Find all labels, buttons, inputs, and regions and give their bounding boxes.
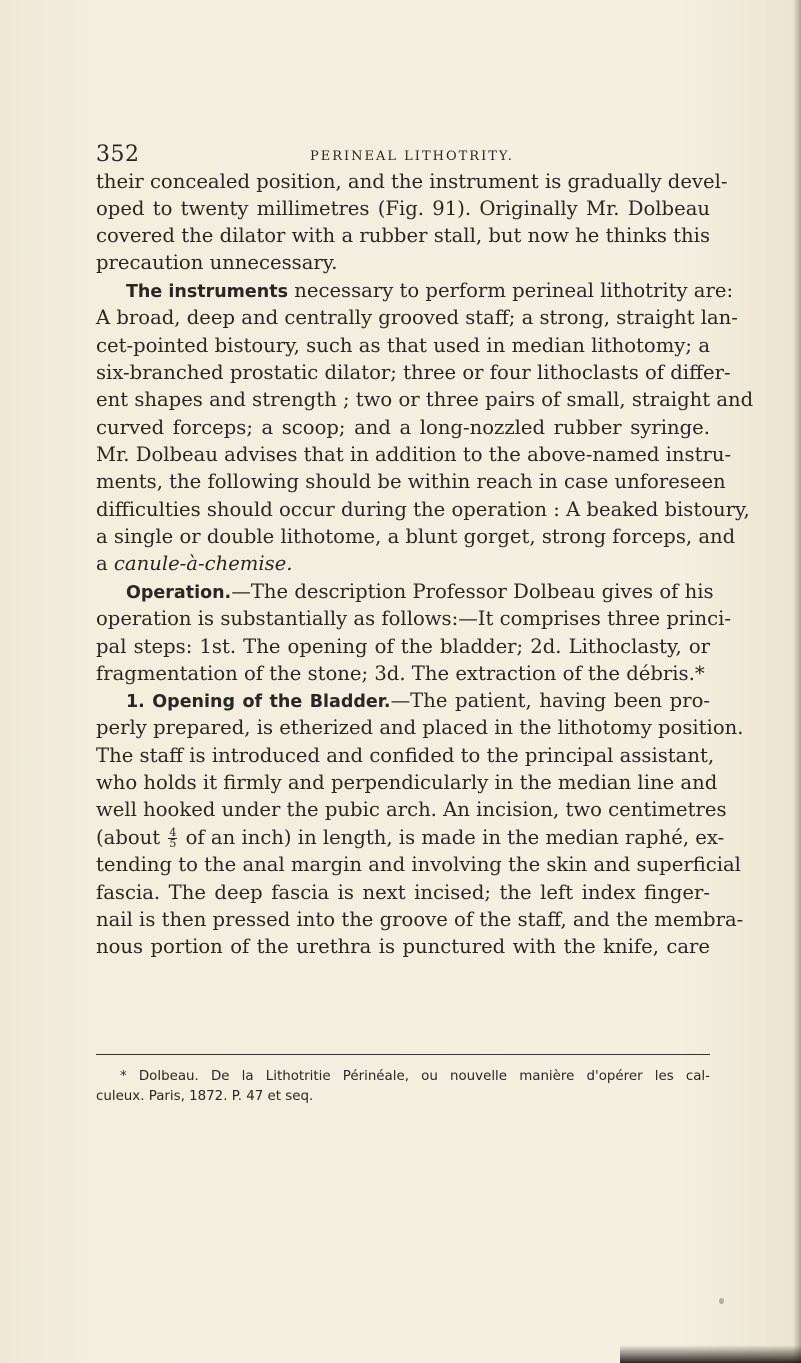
text-line: ent shapes and strength ; two or three pairs of small, straight and bbox=[96, 388, 754, 411]
text-line: curved forceps; a scoop; and a long-nozzled rubber syringe. bbox=[96, 416, 710, 439]
fraction bbox=[168, 828, 177, 849]
text-run: a bbox=[96, 552, 108, 575]
text-line: ments, the following should be within reach in case unforeseen bbox=[96, 470, 726, 493]
running-head: PERINEAL LITHOTRITY. bbox=[310, 149, 514, 164]
text-line: fascia. The deep fascia is next incised; the left index finger- bbox=[96, 881, 710, 904]
page-number: 352 bbox=[96, 142, 140, 167]
text-run: of an inch) in length, is made in the median raphé, ex- bbox=[185, 826, 725, 849]
text-run: necessary to perform perineal lithotrity are: bbox=[294, 279, 734, 302]
text-line: Mr. Dolbeau advises that in addition to the above-named instru- bbox=[96, 443, 732, 466]
text-line: nail is then pressed into the groove of the staff, and the membra- bbox=[96, 908, 744, 931]
text-run: (about bbox=[96, 826, 161, 849]
operation-heading: Operation. bbox=[126, 583, 232, 603]
text-run: —The description Professor Dolbeau gives of his bbox=[231, 580, 714, 603]
canule-term: canule-à-chemise. bbox=[113, 552, 293, 575]
footnote-line: culeux. Paris, 1872. P. 47 et seq. bbox=[96, 1089, 314, 1104]
text-line: A broad, deep and centrally grooved staff; a strong, straight lan- bbox=[96, 306, 738, 329]
text-line: oped to twenty millimetres (Fig. 91). Originally Mr. Dolbeau bbox=[96, 197, 710, 220]
fraction-numerator: 4 bbox=[169, 826, 177, 839]
text-line: six-branched prostatic dilator; three or four lithoclasts of differ- bbox=[96, 361, 731, 384]
instruments-paragraph-start bbox=[126, 277, 734, 306]
opening-paragraph-start bbox=[126, 687, 710, 716]
text-line-canule bbox=[96, 550, 710, 577]
operation-paragraph-start bbox=[126, 578, 714, 607]
text-line: tending to the anal margin and involving the skin and superficial bbox=[96, 853, 741, 876]
text-line: difficulties should occur during the operation : A beaked bistoury, bbox=[96, 498, 750, 521]
text-line: their concealed position, and the instrument is gradually devel- bbox=[96, 170, 728, 193]
text-line: pal steps: 1st. The opening of the bladder; 2d. Lithoclasty, or bbox=[96, 635, 710, 658]
text-line: who holds it firmly and perpendicularly in the median line and bbox=[96, 771, 718, 794]
text-line: The staff is introduced and confided to the principal assistant, bbox=[96, 744, 715, 767]
text-line: perly prepared, is etherized and placed in the lithotomy position. bbox=[96, 716, 744, 739]
text-line: precaution unnecessary. bbox=[96, 251, 338, 274]
instruments-heading: The instruments bbox=[126, 282, 289, 302]
footnote-line: * Dolbeau. De la Lithotritie Périnéale, ou nouvelle manière d'opérer les cal- bbox=[120, 1069, 710, 1084]
page-bottom-edge bbox=[620, 1345, 801, 1363]
text-run: —The patient, having been pro- bbox=[390, 689, 711, 712]
footnote-rule bbox=[96, 1054, 710, 1055]
fraction-denominator: 5 bbox=[169, 837, 177, 850]
text-line: operation is substantially as follows:—It comprises three princi- bbox=[96, 607, 732, 630]
text-line: fragmentation of the stone; 3d. The extraction of the débris.* bbox=[96, 662, 705, 685]
paper-speck bbox=[719, 1298, 724, 1304]
text-line: well hooked under the pubic arch. An incision, two centimetres bbox=[96, 798, 727, 821]
text-line: cet-pointed bistoury, such as that used in median lithotomy; a bbox=[96, 334, 710, 357]
opening-heading: 1. Opening of the Bladder. bbox=[126, 692, 391, 712]
text-line: nous portion of the urethra is punctured with the knife, care bbox=[96, 935, 710, 958]
text-line-fraction bbox=[96, 824, 725, 851]
text-line: covered the dilator with a rubber stall, but now he thinks this bbox=[96, 224, 710, 247]
page-edge-shadow bbox=[793, 0, 801, 1363]
text-line: a single or double lithotome, a blunt gorget, strong forceps, and bbox=[96, 525, 736, 548]
